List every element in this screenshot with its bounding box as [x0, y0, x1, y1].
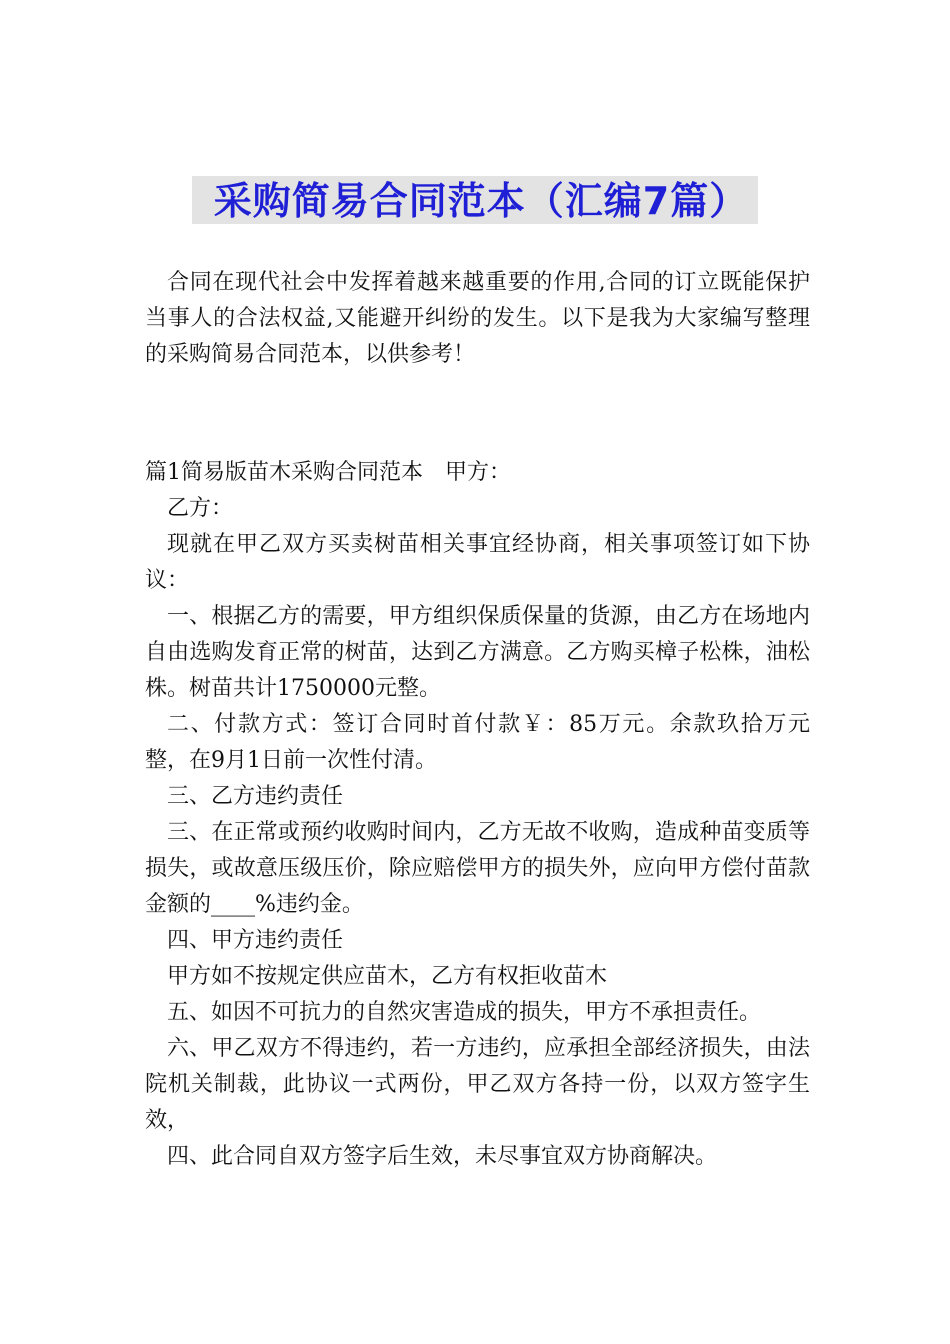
party-b-line: 乙方： [167, 496, 234, 521]
document-title: 采购简易合同范本（汇编7篇） [192, 176, 758, 224]
contract-paragraph: 四、甲方违约责任 [167, 928, 344, 953]
document-body [145, 265, 810, 1175]
contract-paragraph: 甲方如不按规定供应苗木，乙方有权拒收苗木 [167, 964, 608, 989]
contract-paragraph: 一、根据乙方的需要，甲方组织保质保量的货源，由乙方在场地内自由选购发育正常的树苗，达到乙方满意。乙方购买樟子松株，油松株。树苗共计1750000元整。 [145, 604, 810, 701]
title-container [0, 176, 950, 224]
contract-paragraph: 三、在正常或预约收购时间内，乙方无故不收购，造成种苗变质等损失，或故意压级压价，除应赔偿甲方的损失外，应向甲方偿付苗款金额的____%违约金。 [145, 820, 810, 917]
intro-paragraph: 合同在现代社会中发挥着越来越重要的作用,合同的订立既能保护当事人的合法权益,又能避开纠纷的发生。以下是我为大家编写整理的采购简易合同范本，以供参考！ [145, 270, 810, 367]
contract-paragraph: 二、付款方式：签订合同时首付款￥：85万元。余款玖拾万元整，在9月1日前一次性付清。 [145, 712, 810, 773]
contract-paragraph: 五、如因不可抗力的自然灾害造成的损失，甲方不承担责任。 [167, 1000, 762, 1025]
contract-paragraph: 六、甲乙双方不得违约，若一方违约，应承担全部经济损失，由法院机关制裁，此协议一式两份，甲乙双方各持一份，以双方签字生效， [145, 1036, 810, 1133]
contract-paragraph: 四、此合同自双方签字后生效，未尽事宜双方协商解决。 [167, 1144, 718, 1169]
section-heading: 篇1简易版苗木采购合同范本 甲方： [145, 460, 511, 485]
contract-paragraph: 现就在甲乙双方买卖树苗相关事宜经协商，相关事项签订如下协议： [145, 532, 810, 593]
contract-paragraph: 三、乙方违约责任 [167, 784, 344, 809]
section-gap [145, 373, 810, 455]
